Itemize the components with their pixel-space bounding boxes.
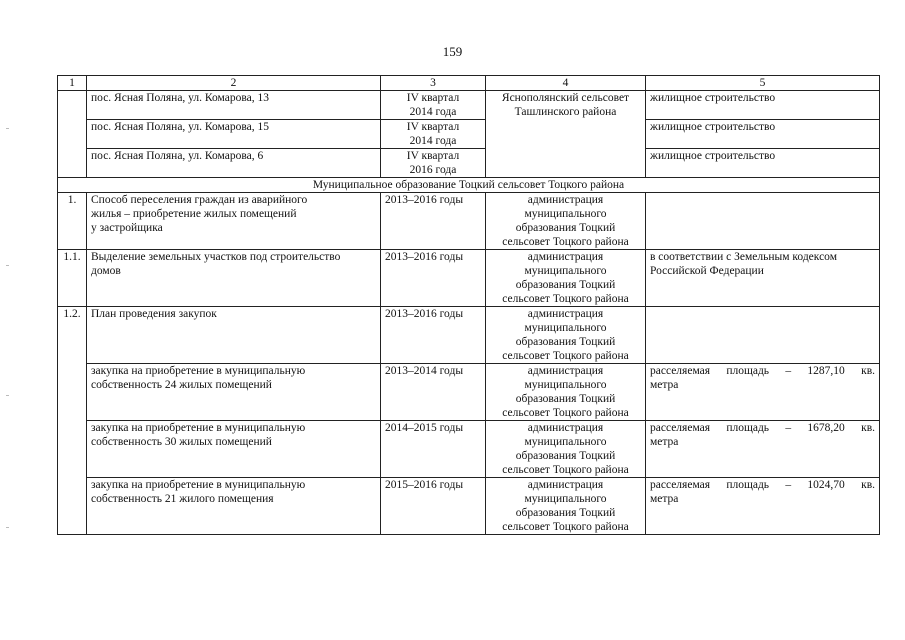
cell-note: жилищное строительство — [646, 120, 880, 149]
cell-note — [646, 364, 880, 421]
table-row — [58, 193, 880, 250]
table-row — [58, 478, 880, 535]
cell-name: Способ переселения граждан из аварийного жилья – приобретение жилых помещений у застройщика — [87, 193, 381, 250]
cell-name: закупка на приобретение в муниципальную собственность 24 жилых помещений — [87, 364, 381, 421]
cell-num: 1. — [58, 193, 87, 250]
cell-period: 2013–2014 годы — [381, 364, 486, 421]
table-row — [58, 250, 880, 307]
cell-note: в соответствии с Земельным кодексом Российской Федерации — [646, 250, 880, 307]
column-header: 5 — [646, 76, 880, 91]
cell-num — [58, 421, 87, 478]
cell-num: 1.1. — [58, 250, 87, 307]
column-header: 1 — [58, 76, 87, 91]
cell-note — [646, 307, 880, 364]
cell-period: 2013–2016 годы — [381, 307, 486, 364]
section-row — [58, 178, 880, 193]
cell-name: пос. Ясная Поляна, ул. Комарова, 15 — [87, 120, 381, 149]
cell-executor: Яснополянский сельсовет Ташлинского района — [486, 91, 646, 178]
cell-name: закупка на приобретение в муниципальную собственность 30 жилых помещений — [87, 421, 381, 478]
note-line: расселяемая площадь – 1287,10 кв. — [650, 365, 875, 377]
section-title: Муниципальное образование Тоцкий сельсовет Тоцкого района — [58, 178, 880, 193]
cell-executor: администрация муниципального образования Тоцкий сельсовет Тоцкого района — [486, 421, 646, 478]
scan-mark — [6, 527, 9, 528]
cell-name: пос. Ясная Поляна, ул. Комарова, 13 — [87, 91, 381, 120]
table-row — [58, 91, 880, 120]
table-header-row — [58, 76, 880, 91]
cell-num — [58, 364, 87, 421]
note-line: метра — [650, 493, 679, 505]
note-line: метра — [650, 379, 679, 391]
note-line: расселяемая площадь – 1024,70 кв. — [650, 479, 875, 491]
cell-note — [646, 193, 880, 250]
table-row — [58, 149, 880, 178]
column-header: 2 — [87, 76, 381, 91]
page-number: 159 — [442, 44, 463, 59]
cell-num — [58, 478, 87, 535]
cell-period: 2015–2016 годы — [381, 478, 486, 535]
program-table — [57, 75, 880, 535]
table-row — [58, 120, 880, 149]
cell-note — [646, 478, 880, 535]
cell-period: 2013–2016 годы — [381, 193, 486, 250]
cell-name: закупка на приобретение в муниципальную собственность 21 жилого помещения — [87, 478, 381, 535]
cell-executor: администрация муниципального образования Тоцкий сельсовет Тоцкого района — [486, 364, 646, 421]
cell-period: IV квартал 2016 года — [381, 149, 486, 178]
cell-period: 2013–2016 годы — [381, 250, 486, 307]
table-row — [58, 364, 880, 421]
column-header: 4 — [486, 76, 646, 91]
cell-name: Выделение земельных участков под строительство домов — [87, 250, 381, 307]
cell-num: 1.2. — [58, 307, 87, 364]
scan-mark — [6, 265, 9, 266]
cell-note: жилищное строительство — [646, 149, 880, 178]
note-line: расселяемая площадь – 1678,20 кв. — [650, 422, 875, 434]
scan-mark — [6, 128, 9, 129]
cell-note: жилищное строительство — [646, 91, 880, 120]
cell-num — [58, 91, 87, 178]
cell-period: IV квартал 2014 года — [381, 91, 486, 120]
note-line: метра — [650, 436, 679, 448]
cell-name: пос. Ясная Поляна, ул. Комарова, 6 — [87, 149, 381, 178]
cell-period: IV квартал 2014 года — [381, 120, 486, 149]
cell-name: План проведения закупок — [87, 307, 381, 364]
table-row — [58, 307, 880, 364]
cell-executor: администрация муниципального образования Тоцкий сельсовет Тоцкого района — [486, 307, 646, 364]
cell-period: 2014–2015 годы — [381, 421, 486, 478]
cell-note — [646, 421, 880, 478]
cell-executor: администрация муниципального образования Тоцкий сельсовет Тоцкого района — [486, 250, 646, 307]
table-row — [58, 421, 880, 478]
column-header: 3 — [381, 76, 486, 91]
cell-executor: администрация муниципального образования Тоцкий сельсовет Тоцкого района — [486, 193, 646, 250]
cell-executor: администрация муниципального образования Тоцкий сельсовет Тоцкого района — [486, 478, 646, 535]
scan-mark — [6, 395, 9, 396]
